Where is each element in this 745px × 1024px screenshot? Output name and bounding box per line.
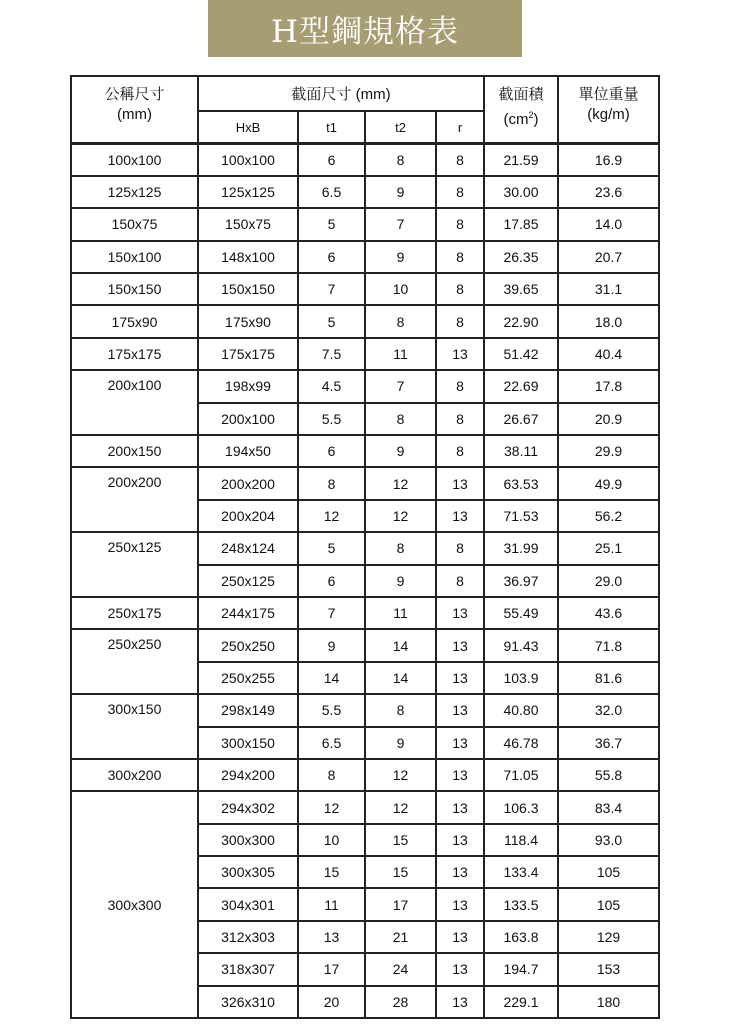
t1-cell: 6.5 xyxy=(298,176,365,208)
hxb-cell: 298x149 xyxy=(198,694,298,726)
hxb-cell: 125x125 xyxy=(198,176,298,208)
t1-cell: 9 xyxy=(298,629,365,661)
r-cell: 8 xyxy=(436,403,484,435)
weight-cell: 14.0 xyxy=(558,208,659,240)
r-cell: 8 xyxy=(436,241,484,273)
t2-cell: 12 xyxy=(365,759,436,791)
area-cell: 71.53 xyxy=(484,500,558,532)
nominal-size-cell: 250x250 xyxy=(71,629,198,694)
weight-cell: 153 xyxy=(558,953,659,985)
header-section-area: 截面積 $(cm^2)$ xyxy=(484,76,558,144)
t2-cell: 12 xyxy=(365,791,436,823)
t1-cell: 4.5 xyxy=(298,370,365,402)
nominal-size-cell: 125x125 xyxy=(71,176,198,208)
area-cell: 71.05 xyxy=(484,759,558,791)
t1-cell: 6 xyxy=(298,144,365,176)
area-cell: 133.5 xyxy=(484,888,558,920)
area-cell: 118.4 xyxy=(484,824,558,856)
header-t1: t1 xyxy=(298,111,365,144)
hxb-cell: 150x75 xyxy=(198,208,298,240)
t2-cell: 10 xyxy=(365,273,436,305)
hxb-cell: 304x301 xyxy=(198,888,298,920)
area-cell: 106.3 xyxy=(484,791,558,823)
area-cell: 40.80 xyxy=(484,694,558,726)
area-cell: 38.11 xyxy=(484,435,558,467)
weight-cell: 40.4 xyxy=(558,338,659,370)
hxb-cell: 175x90 xyxy=(198,305,298,337)
r-cell: 13 xyxy=(436,694,484,726)
table-row xyxy=(71,273,659,305)
weight-cell: 105 xyxy=(558,856,659,888)
r-cell: 13 xyxy=(436,467,484,499)
area-cell: 103.9 xyxy=(484,662,558,694)
t1-cell: 14 xyxy=(298,662,365,694)
table-row xyxy=(71,144,659,176)
area-cell: 194.7 xyxy=(484,953,558,985)
t1-cell: 12 xyxy=(298,500,365,532)
nominal-size-cell: 250x175 xyxy=(71,597,198,629)
nominal-size-cell: 300x300 xyxy=(71,791,198,1018)
r-cell: 13 xyxy=(436,629,484,661)
t2-cell: 21 xyxy=(365,921,436,953)
weight-cell: 36.7 xyxy=(558,727,659,759)
header-section-dimensions: 截面尺寸 (mm) xyxy=(198,76,484,111)
t1-cell: 6.5 xyxy=(298,727,365,759)
table-row xyxy=(71,435,659,467)
table-row xyxy=(71,694,659,726)
table-row xyxy=(71,208,659,240)
t2-cell: 14 xyxy=(365,629,436,661)
weight-cell: 49.9 xyxy=(558,467,659,499)
area-cell: 31.99 xyxy=(484,532,558,564)
t2-cell: 9 xyxy=(365,565,436,597)
t2-cell: 8 xyxy=(365,403,436,435)
weight-cell: 17.8 xyxy=(558,370,659,402)
area-cell: 17.85 xyxy=(484,208,558,240)
t1-cell: 5 xyxy=(298,208,365,240)
t1-cell: 15 xyxy=(298,856,365,888)
t1-cell: 8 xyxy=(298,467,365,499)
weight-cell: 32.0 xyxy=(558,694,659,726)
t1-cell: 7.5 xyxy=(298,338,365,370)
area-cell: 21.59 xyxy=(484,144,558,176)
weight-cell: 55.8 xyxy=(558,759,659,791)
t1-cell: 17 xyxy=(298,953,365,985)
table-row xyxy=(71,241,659,273)
t2-cell: 17 xyxy=(365,888,436,920)
weight-cell: 105 xyxy=(558,888,659,920)
hxb-cell: 300x305 xyxy=(198,856,298,888)
weight-cell: 43.6 xyxy=(558,597,659,629)
t2-cell: 12 xyxy=(365,500,436,532)
t2-cell: 15 xyxy=(365,824,436,856)
t2-cell: 9 xyxy=(365,727,436,759)
r-cell: 13 xyxy=(436,791,484,823)
area-cell: 51.42 xyxy=(484,338,558,370)
area-cell: 229.1 xyxy=(484,986,558,1018)
table-body xyxy=(71,144,659,1019)
area-cell: 26.35 xyxy=(484,241,558,273)
table-row xyxy=(71,467,659,499)
nominal-size-cell: 150x150 xyxy=(71,273,198,305)
nominal-size-cell: 200x200 xyxy=(71,467,198,532)
t1-cell: 7 xyxy=(298,273,365,305)
r-cell: 13 xyxy=(436,662,484,694)
t2-cell: 7 xyxy=(365,208,436,240)
t2-cell: 14 xyxy=(365,662,436,694)
page-title: H型鋼規格表 xyxy=(208,0,522,57)
t1-cell: 10 xyxy=(298,824,365,856)
r-cell: 13 xyxy=(436,727,484,759)
header-nominal-size: 公稱尺寸 (mm) xyxy=(71,76,198,144)
weight-cell: 56.2 xyxy=(558,500,659,532)
t2-cell: 11 xyxy=(365,338,436,370)
nominal-size-cell: 150x100 xyxy=(71,241,198,273)
t1-cell: 6 xyxy=(298,241,365,273)
hxb-cell: 248x124 xyxy=(198,532,298,564)
table-row xyxy=(71,791,659,823)
weight-cell: 180 xyxy=(558,986,659,1018)
t1-cell: 6 xyxy=(298,435,365,467)
table-row xyxy=(71,759,659,791)
hxb-cell: 312x303 xyxy=(198,921,298,953)
area-cell: 163.8 xyxy=(484,921,558,953)
weight-cell: 25.1 xyxy=(558,532,659,564)
table-row xyxy=(71,370,659,402)
t2-cell: 11 xyxy=(365,597,436,629)
hxb-cell: 294x200 xyxy=(198,759,298,791)
hxb-cell: 300x150 xyxy=(198,727,298,759)
area-cell: 55.49 xyxy=(484,597,558,629)
hxb-cell: 250x250 xyxy=(198,629,298,661)
h-beam-spec-table xyxy=(70,75,660,1019)
weight-cell: 23.6 xyxy=(558,176,659,208)
header-t2: t2 xyxy=(365,111,436,144)
nominal-size-cell: 175x175 xyxy=(71,338,198,370)
nominal-size-cell: 250x125 xyxy=(71,532,198,597)
area-cell: 133.4 xyxy=(484,856,558,888)
hxb-cell: 194x50 xyxy=(198,435,298,467)
hxb-cell: 250x125 xyxy=(198,565,298,597)
t2-cell: 9 xyxy=(365,241,436,273)
r-cell: 13 xyxy=(436,759,484,791)
header-r: r xyxy=(436,111,484,144)
hxb-cell: 175x175 xyxy=(198,338,298,370)
hxb-cell: 198x99 xyxy=(198,370,298,402)
t2-cell: 7 xyxy=(365,370,436,402)
t2-cell: 28 xyxy=(365,986,436,1018)
t1-cell: 11 xyxy=(298,888,365,920)
t1-cell: 12 xyxy=(298,791,365,823)
r-cell: 13 xyxy=(436,338,484,370)
r-cell: 8 xyxy=(436,565,484,597)
hxb-cell: 318x307 xyxy=(198,953,298,985)
area-cell: 22.90 xyxy=(484,305,558,337)
t1-cell: 5.5 xyxy=(298,694,365,726)
weight-cell: 81.6 xyxy=(558,662,659,694)
r-cell: 13 xyxy=(436,986,484,1018)
hxb-cell: 200x200 xyxy=(198,467,298,499)
nominal-size-cell: 200x100 xyxy=(71,370,198,435)
hxb-cell: 300x300 xyxy=(198,824,298,856)
r-cell: 13 xyxy=(436,824,484,856)
t2-cell: 24 xyxy=(365,953,436,985)
t2-cell: 15 xyxy=(365,856,436,888)
nominal-size-cell: 175x90 xyxy=(71,305,198,337)
hxb-cell: 150x150 xyxy=(198,273,298,305)
t1-cell: 6 xyxy=(298,565,365,597)
t2-cell: 9 xyxy=(365,176,436,208)
header-unit-weight: 單位重量 (kg/m) xyxy=(558,76,659,144)
weight-cell: 31.1 xyxy=(558,273,659,305)
r-cell: 13 xyxy=(436,953,484,985)
weight-cell: 18.0 xyxy=(558,305,659,337)
r-cell: 8 xyxy=(436,273,484,305)
t1-cell: 5 xyxy=(298,532,365,564)
t2-cell: 8 xyxy=(365,144,436,176)
hxb-cell: 250x255 xyxy=(198,662,298,694)
t1-cell: 5.5 xyxy=(298,403,365,435)
r-cell: 8 xyxy=(436,305,484,337)
header-hxb: HxB xyxy=(198,111,298,144)
r-cell: 13 xyxy=(436,921,484,953)
r-cell: 8 xyxy=(436,176,484,208)
hxb-cell: 200x204 xyxy=(198,500,298,532)
nominal-size-cell: 200x150 xyxy=(71,435,198,467)
table-row xyxy=(71,532,659,564)
t2-cell: 12 xyxy=(365,467,436,499)
weight-cell: 83.4 xyxy=(558,791,659,823)
weight-cell: 20.7 xyxy=(558,241,659,273)
area-cell: 36.97 xyxy=(484,565,558,597)
t2-cell: 8 xyxy=(365,305,436,337)
nominal-size-cell: 150x75 xyxy=(71,208,198,240)
r-cell: 8 xyxy=(436,144,484,176)
hxb-cell: 294x302 xyxy=(198,791,298,823)
nominal-size-cell: 100x100 xyxy=(71,144,198,176)
hxb-cell: 326x310 xyxy=(198,986,298,1018)
table-row xyxy=(71,176,659,208)
area-cell: 26.67 xyxy=(484,403,558,435)
table-row xyxy=(71,597,659,629)
r-cell: 13 xyxy=(436,856,484,888)
weight-cell: 29.9 xyxy=(558,435,659,467)
weight-cell: 71.8 xyxy=(558,629,659,661)
t1-cell: 7 xyxy=(298,597,365,629)
r-cell: 8 xyxy=(436,435,484,467)
r-cell: 8 xyxy=(436,208,484,240)
weight-cell: 129 xyxy=(558,921,659,953)
r-cell: 8 xyxy=(436,370,484,402)
weight-cell: 16.9 xyxy=(558,144,659,176)
hxb-cell: 148x100 xyxy=(198,241,298,273)
t1-cell: 20 xyxy=(298,986,365,1018)
t2-cell: 8 xyxy=(365,532,436,564)
t1-cell: 13 xyxy=(298,921,365,953)
area-cell: 22.69 xyxy=(484,370,558,402)
r-cell: 13 xyxy=(436,597,484,629)
r-cell: 8 xyxy=(436,532,484,564)
weight-cell: 29.0 xyxy=(558,565,659,597)
hxb-cell: 200x100 xyxy=(198,403,298,435)
area-cell: 30.00 xyxy=(484,176,558,208)
table-row xyxy=(71,629,659,661)
weight-cell: 20.9 xyxy=(558,403,659,435)
t1-cell: 8 xyxy=(298,759,365,791)
table-row xyxy=(71,305,659,337)
area-cell: 63.53 xyxy=(484,467,558,499)
area-cell: 46.78 xyxy=(484,727,558,759)
r-cell: 13 xyxy=(436,888,484,920)
table-row xyxy=(71,338,659,370)
hxb-cell: 244x175 xyxy=(198,597,298,629)
nominal-size-cell: 300x200 xyxy=(71,759,198,791)
t2-cell: 8 xyxy=(365,694,436,726)
nominal-size-cell: 300x150 xyxy=(71,694,198,759)
hxb-cell: 100x100 xyxy=(198,144,298,176)
t2-cell: 9 xyxy=(365,435,436,467)
weight-cell: 93.0 xyxy=(558,824,659,856)
area-cell: 39.65 xyxy=(484,273,558,305)
r-cell: 13 xyxy=(436,500,484,532)
area-cell: 91.43 xyxy=(484,629,558,661)
t1-cell: 5 xyxy=(298,305,365,337)
